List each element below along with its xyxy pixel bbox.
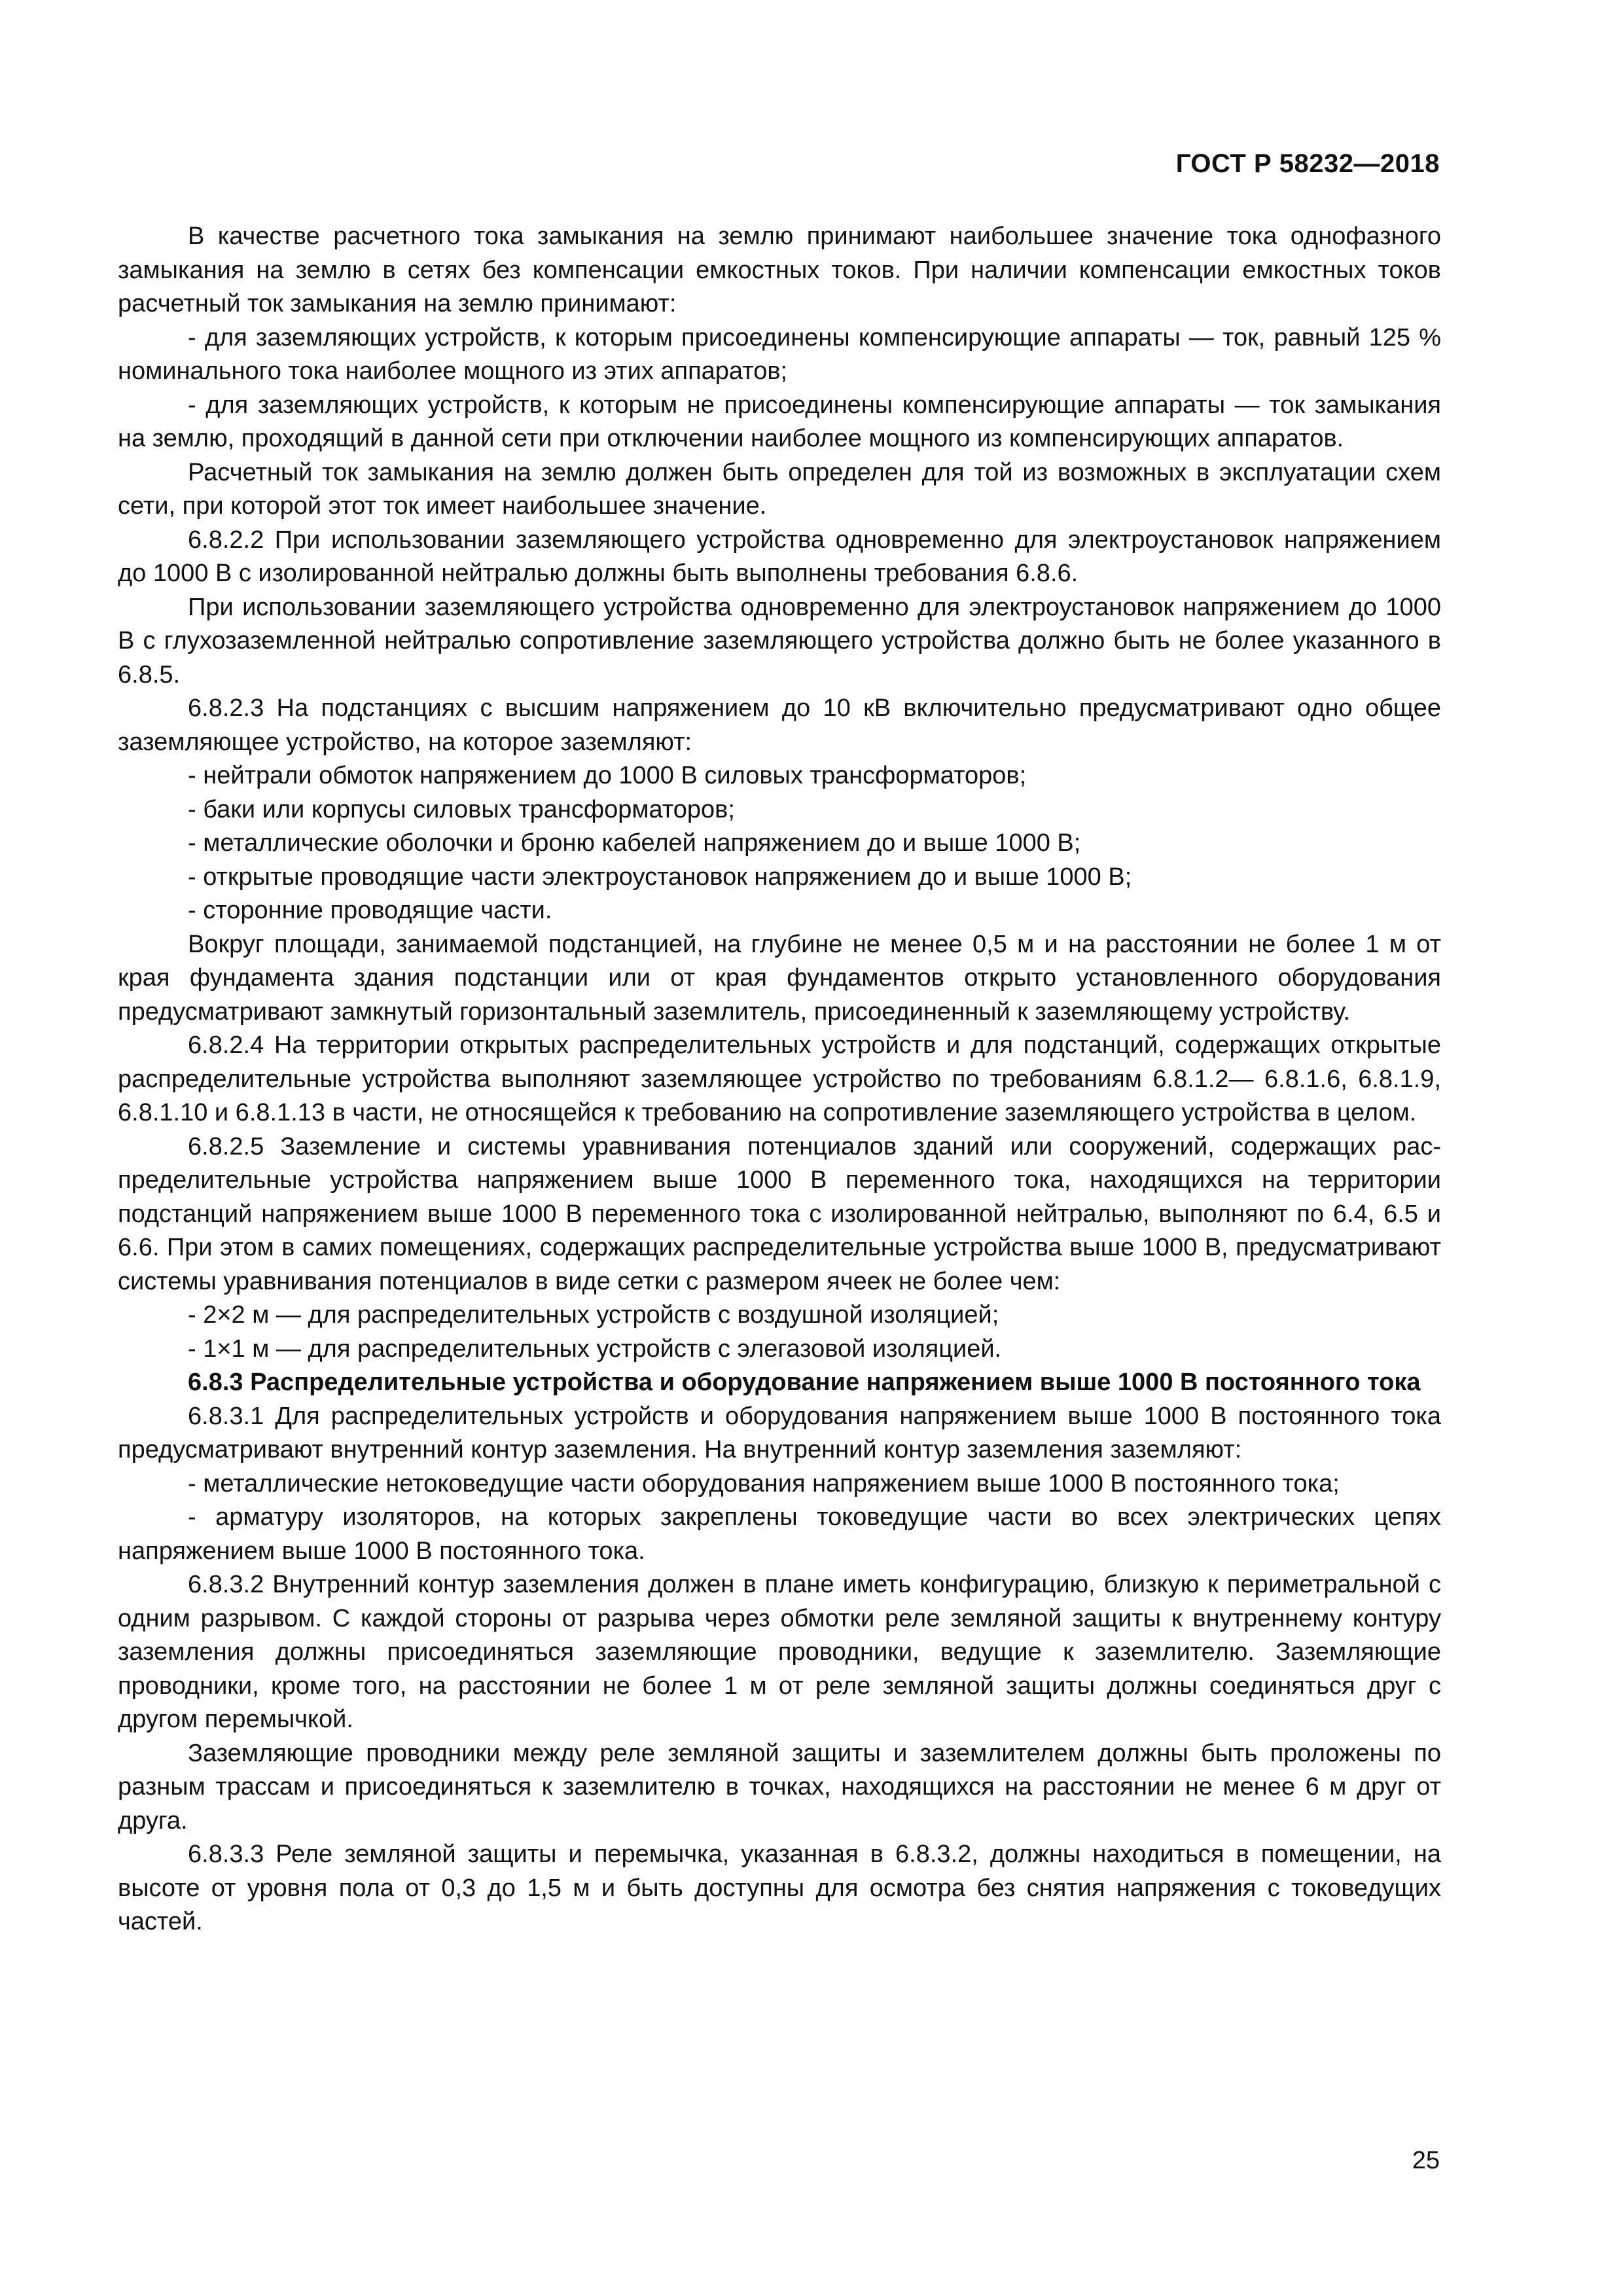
paragraph: - для заземляющих устройств, к которым не присоединены компенсирующие аппараты — ток замыкания на землю, проходящий в данной сети при отключении наиболее мощного из компенсирующих аппаратов.	[118, 391, 1441, 452]
page-number: 25	[1412, 2147, 1440, 2174]
paragraph: - открытые проводящие части электроустановок напряжением до и выше 1000 В;	[188, 863, 1132, 891]
document-code-header: ГОСТ Р 58232—2018	[1175, 149, 1440, 178]
paragraph: 6.8.2.2 При использовании заземляющего устройства одновременно для электроустановок напряжением до 1000 В с изолированной нейтралью должны быть выполнены требования 6.8.6.	[118, 526, 1441, 587]
paragraph: В качестве расчетного тока замыкания на землю принимают наибольшее значение тока однофазного замыкания на землю в сетях без компенсации емкостных токов. При наличии компенсации емкостных токов расчетный ток замыкания на землю принимают:	[118, 223, 1441, 317]
paragraph: 6.8.3.3 Реле земляной защиты и перемычка, указанная в 6.8.3.2, должны находиться в помещении, на высоте от уровня пола от 0,3 до 1,5 м и быть доступны для осмотра без снятия напряжения с токоведущих частей.	[118, 1840, 1441, 1935]
paragraph: - металлические оболочки и броню кабелей напряжением до и выше 1000 В;	[188, 829, 1081, 857]
paragraph: 6.8.3.2 Внутренний контур заземления должен в плане иметь конфигурацию, близкую к периметральной с одним разрывом. С каждой стороны от разрыва через обмотки реле земляной защиты к внутреннему контуру заземления должны присоединяться заземляющие проводники, ведущие к заземлителю. Заземляющие проводники, кроме того, на расстоянии не более 1 м от реле земляной защиты должны соединяться друг с другом перемычкой.	[118, 1571, 1441, 1733]
paragraph: При использовании заземляющего устройства одновременно для электроустановок напряжением до 1000 В с глухозаземленной нейтралью сопротивление заземляющего устройства должно быть не более указанного в 6.8.5.	[118, 593, 1441, 689]
paragraph: Расчетный ток замыкания на землю должен быть определен для той из возможных в эксплуатации схем сети, при которой этот ток имеет наибольшее значение.	[118, 458, 1441, 520]
paragraph: 6.8.2.3 На подстанциях с высшим напряжением до 10 кВ включительно предусматривают одно общее заземляющее устройство, на которое заземляют:	[118, 694, 1441, 756]
paragraph: Вокруг площади, занимаемой подстанцией, на глубине не менее 0,5 м и на расстоянии не более 1 м от края фундамента здания подстанции или от края фундаментов открыто установленного оборудования предусматривают замкнутый горизонтальный заземлитель, присоединенный к заземляющему устройству.	[118, 930, 1441, 1026]
document-body	[118, 220, 1441, 1939]
section-heading: 6.8.3 Распределительные устройства и оборудование напряжением выше 1000 В постоянного тока	[188, 1369, 1421, 1396]
paragraph: - 2×2 м — для распределительных устройств с воздушной изоляцией;	[188, 1301, 999, 1329]
paragraph: - нейтрали обмоток напряжением до 1000 В силовых трансформаторов;	[188, 762, 1027, 789]
paragraph: 6.8.2.5 Заземление и системы уравнивания потенциалов зданий или сооружений, содержащих распределительные устройства напряжением выше 1000 В переменного тока, находящихся на территории подстанций напряжением выше 1000 В переменного тока с изолированной нейтралью, выполняют по 6.4, 6.5 и 6.6. При этом в самих помещениях, содержащих распределительные устройства выше 1000 В, предусматривают системы уравнивания потенциалов в виде сетки с размером ячеек не более чем:	[118, 1132, 1441, 1295]
paragraph: - арматуру изоляторов, на которых закреплены токоведущие части во всех электрических цепях напряжением выше 1000 В постоянного тока.	[118, 1503, 1441, 1565]
paragraph: - баки или корпусы силовых трансформаторов;	[188, 795, 735, 823]
paragraph: - для заземляющих устройств, к которым присоединены компенсирующие аппараты — ток, равный 125 % номинального тока наиболее мощного из этих аппаратов;	[118, 323, 1441, 385]
paragraph: Заземляющие проводники между реле земляной защиты и заземлителем должны быть проложены по разным трассам и присоединяться к заземлителю в точках, находящихся на расстоянии не менее 6 м друг от друга.	[118, 1739, 1441, 1835]
paragraph: - металлические нетоковедущие части оборудования напряжением выше 1000 В постоянного тока;	[188, 1469, 1340, 1498]
paragraph: - сторонние проводящие части.	[188, 897, 552, 924]
paragraph: 6.8.2.4 На территории открытых распределительных устройств и для подстанций, содержащих открытые распределительные устройства выполняют заземляющее устройство по требованиям 6.8.1.2— 6.8.1.6, 6.8.1.9, 6.8.1.10 и 6.8.1.13 в части, не относящейся к требованию на сопротивление заземляющего устройства в целом.	[118, 1031, 1441, 1126]
paragraph: 6.8.3.1 Для распределительных устройств и оборудования напряжением выше 1000 В постоянного тока предусматривают внутренний контур заземления. На внутренний контур заземления заземляют:	[118, 1402, 1441, 1463]
paragraph: - 1×1 м — для распределительных устройств с элегазовой изоляцией.	[188, 1335, 1002, 1363]
